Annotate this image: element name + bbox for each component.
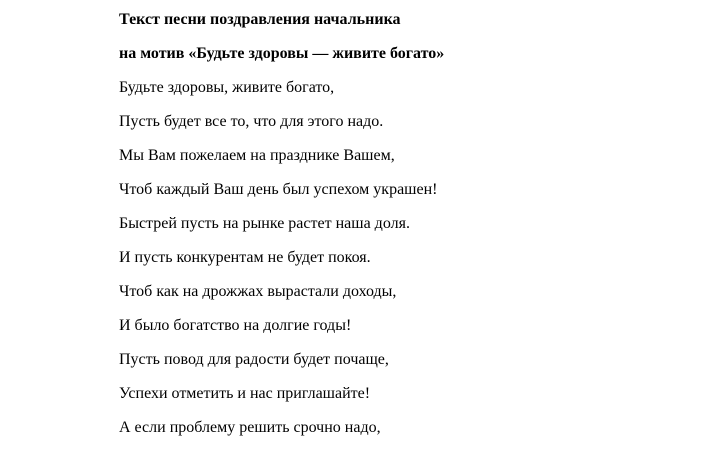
lyric-line: Пусть будет все то, что для этого надо.	[119, 113, 384, 130]
song-title-line-1: Текст песни поздравления начальника	[119, 11, 401, 28]
lyric-line: Пусть повод для радости будет почаще,	[119, 351, 389, 368]
document-page	[119, 7, 699, 449]
lyric-line: Быстрей пусть на рынке растет наша доля.	[119, 215, 410, 232]
lyric-line: И пусть конкурентам не будет покоя.	[119, 249, 371, 266]
lyric-line: Чтоб каждый Ваш день был успехом украшен!	[119, 181, 438, 198]
lyric-line: Чтоб как на дрожжах вырастали доходы,	[119, 283, 397, 300]
lyric-line: А если проблему решить срочно надо,	[119, 419, 381, 436]
lyric-line: И было богатство на долгие годы!	[119, 317, 352, 334]
lyric-line: Мы Вам пожелаем на празднике Вашем,	[119, 147, 395, 164]
lyric-line: Успехи отметить и нас приглашайте!	[119, 385, 371, 402]
lyric-line: Будьте здоровы, живите богато,	[119, 79, 335, 96]
song-title-line-2: на мотив «Будьте здоровы — живите богато»	[119, 45, 445, 62]
